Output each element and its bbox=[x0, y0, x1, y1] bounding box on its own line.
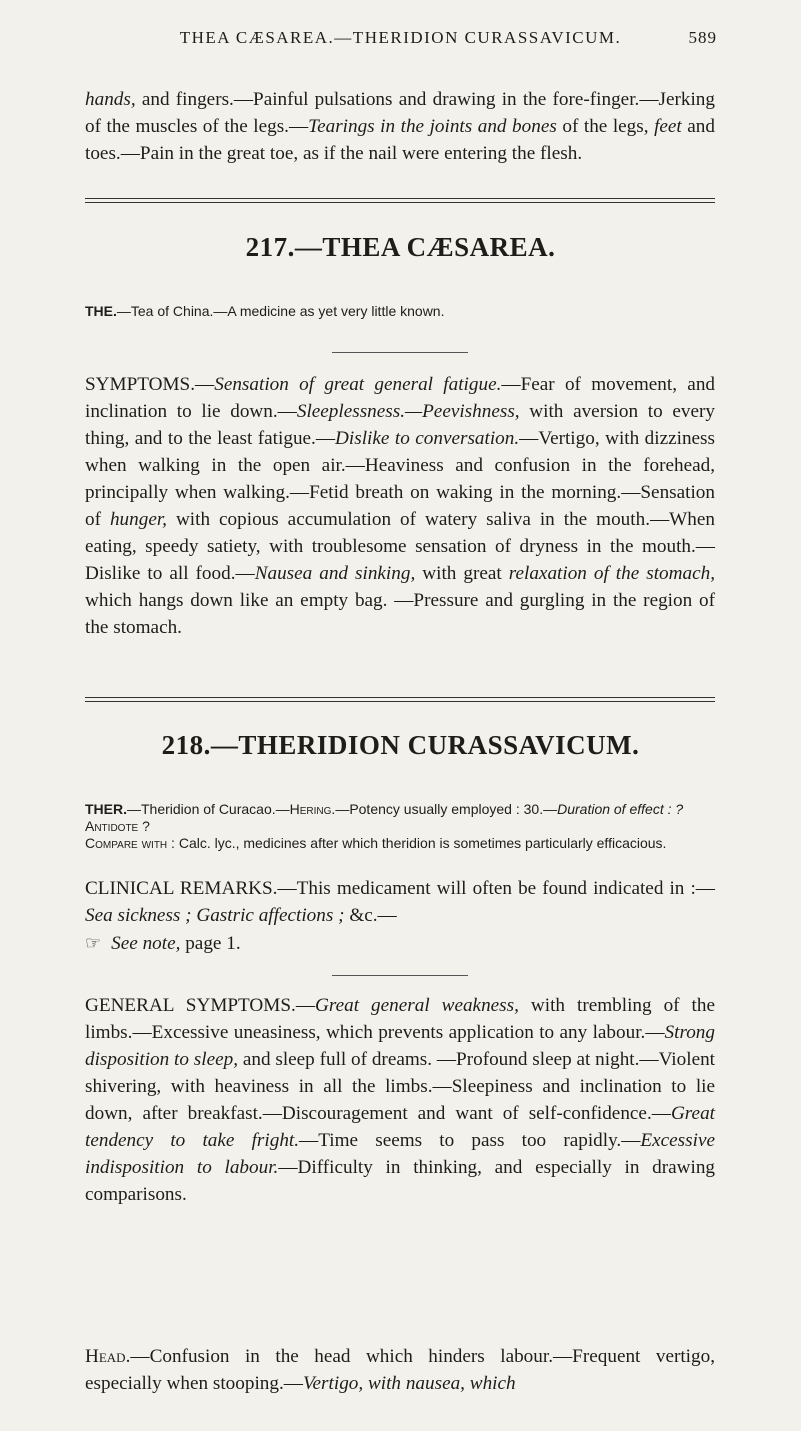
section-divider bbox=[85, 697, 715, 702]
text-run: THER. bbox=[85, 801, 127, 817]
text-run: THE. bbox=[85, 303, 117, 319]
pointing-hand-icon: ☞ bbox=[85, 933, 102, 953]
text-run: Great general weakness, bbox=[315, 995, 519, 1016]
section-218-heading: 218.—THERIDION CURASSAVICUM. bbox=[161, 730, 640, 760]
intro-paragraph bbox=[85, 86, 715, 167]
page-number: 589 bbox=[688, 28, 717, 47]
text-run: Calc. lyc., medicines after which theridion is sometimes particularly efficacious. bbox=[174, 835, 667, 851]
text-run: hunger, bbox=[109, 509, 167, 530]
text-run: of the legs, bbox=[556, 116, 655, 137]
clinical-remarks bbox=[85, 875, 715, 929]
running-title: THEA CÆSAREA.—THERIDION CURASSAVICUM. bbox=[179, 28, 622, 47]
see-note-label: See note, bbox=[111, 933, 181, 954]
text-run: with copious accumulation of watery saliva in the mouth.—When eating, speedy satiety, with troublesome sensation of dryness in the mouth.—Dislike to all food.— bbox=[85, 509, 715, 584]
text-run: with great bbox=[415, 563, 509, 584]
see-note-line bbox=[85, 930, 715, 957]
text-run: —Potency usually employed : 30.— bbox=[335, 801, 558, 817]
text-run: —Vertigo, with dizziness when walking in the open air.—Heaviness and confusion in the forehead, principally when walking.—Fetid breath on waking in the morning.—Sensation of bbox=[85, 428, 715, 530]
text-run: with trembling of the limbs.—Excessive uneasiness, which prevents application to any labour.— bbox=[85, 995, 715, 1043]
short-rule bbox=[332, 352, 468, 353]
text-run: &c.— bbox=[344, 905, 397, 926]
text-run: Strong disposition to sleep, bbox=[85, 1022, 715, 1070]
text-run: which hangs down like an empty bag. —Pressure and gurgling in the region of the stomach. bbox=[85, 590, 715, 638]
short-rule bbox=[332, 975, 468, 976]
text-run: Head. bbox=[85, 1346, 131, 1367]
see-note-page: page 1. bbox=[180, 933, 241, 954]
text-run: with aversion to every thing, and to the least fatigue.— bbox=[85, 401, 715, 449]
section-218-abbreviation bbox=[85, 801, 715, 852]
text-run: Sea sickness ; Gastric affections ; bbox=[85, 905, 345, 926]
section-217-symptoms bbox=[85, 371, 715, 641]
text-run: feet bbox=[654, 116, 682, 137]
section-divider bbox=[85, 198, 715, 203]
text-run: and sleep full of dreams. —Profound sleep at night.—Violent shivering, with heaviness in all the limbs.—Sleepiness and inclination to lie down, after breakfast.—Discouragement and want of self-confidence.— bbox=[85, 1049, 716, 1124]
section-217-heading: 217.—THEA CÆSAREA. bbox=[245, 232, 556, 262]
text-run: CLINICAL REMARKS.—This medicament will often be found indicated in :— bbox=[85, 878, 715, 899]
text-run: Sleeplessness.—Peevishness, bbox=[296, 401, 520, 422]
text-run: Vertigo, with nausea, which bbox=[302, 1373, 516, 1394]
text-run: Compare with : bbox=[85, 835, 175, 851]
text-run: GENERAL SYMPTOMS.— bbox=[85, 995, 316, 1016]
section-217-abbreviation bbox=[85, 303, 715, 320]
text-run: Hering. bbox=[289, 801, 336, 817]
text-run: —Confusion in the head which hinders labour.—Frequent vertigo, especially when stooping.— bbox=[85, 1346, 715, 1394]
text-run: relaxation of the stomach, bbox=[508, 563, 715, 584]
text-run: —Time seems to pass too rapidly.— bbox=[299, 1130, 641, 1151]
text-run: Sensation of great general fatigue. bbox=[214, 374, 502, 395]
head-symptoms bbox=[85, 1343, 715, 1397]
text-run: Dislike to conversation. bbox=[335, 428, 520, 449]
text-run: Excessive indisposition to labour. bbox=[85, 1130, 715, 1178]
text-run: —Theridion of Curacao.— bbox=[127, 801, 290, 817]
text-run: —Difficulty in thinking, and especially in drawing comparisons. bbox=[85, 1157, 716, 1205]
text-run: hands, bbox=[85, 89, 136, 110]
text-run: — bbox=[195, 374, 215, 395]
text-run: Great tendency to take fright. bbox=[85, 1103, 715, 1151]
text-run: Nausea and sinking, bbox=[254, 563, 416, 584]
text-run: and toes.—Pain in the great toe, as if the nail were entering the flesh. bbox=[85, 116, 715, 164]
text-run: Antidote ? bbox=[85, 818, 150, 834]
text-run: SYMPTOMS. bbox=[85, 374, 196, 395]
general-symptoms bbox=[85, 992, 715, 1208]
text-run: —Fear of movement, and inclination to lie down.— bbox=[85, 374, 716, 422]
text-run: and fingers.—Painful pulsations and drawing in the fore-finger.—Jerking of the muscles of the legs.— bbox=[85, 89, 715, 137]
text-run: —Tea of China.—A medicine as yet very little known. bbox=[116, 303, 445, 319]
text-run: Duration of effect : ? bbox=[557, 801, 684, 817]
text-run: Tearings in the joints and bones bbox=[308, 116, 557, 137]
